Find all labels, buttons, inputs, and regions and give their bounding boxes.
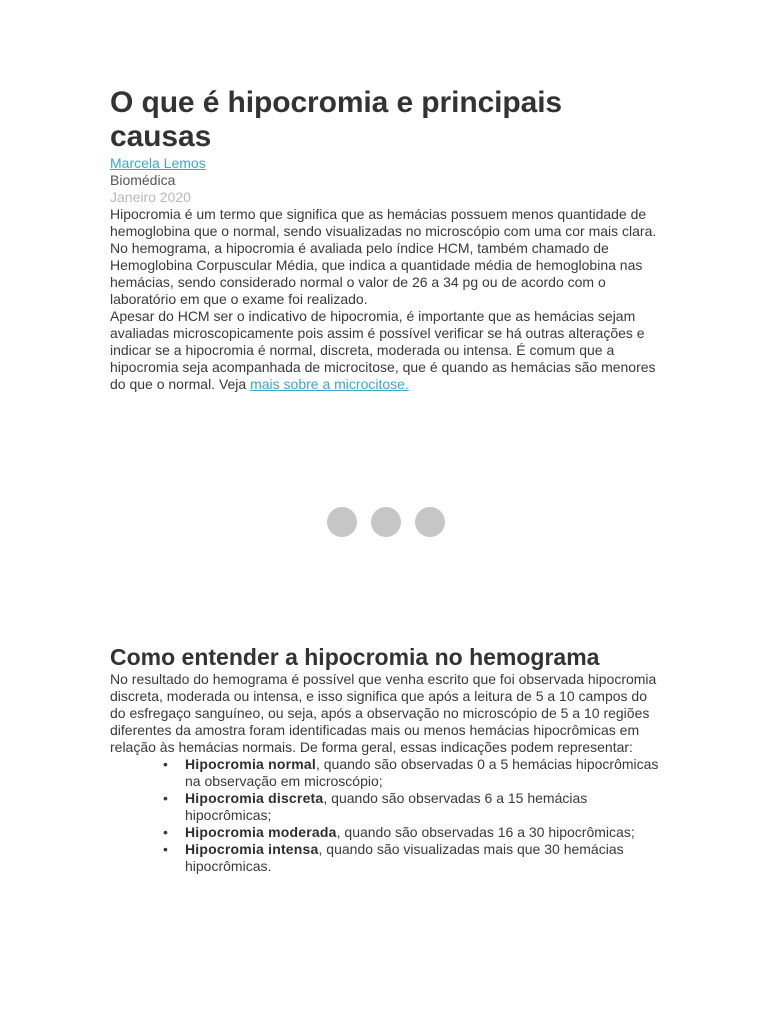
bullet-icon: • <box>163 841 168 857</box>
list-item-text: , quando são observadas 16 a 30 hipocrômicas; <box>336 824 635 840</box>
publish-date: Janeiro 2020 <box>110 189 191 205</box>
second-paragraph <box>110 308 660 393</box>
loading-dot <box>327 507 357 537</box>
list-item-text: , quando são visualizadas mais que 30 hemácias hipocrômicas. <box>185 841 624 874</box>
list-item-term: Hipocromia discreta <box>185 790 324 806</box>
author-link[interactable]: Marcela Lemos <box>110 155 206 171</box>
article-meta <box>110 155 660 206</box>
intro-paragraph: Hipocromia é um termo que significa que as hemácias possuem menos quantidade de hemoglobina que o normal, sendo visualizadas no microscópio com uma cor mais clara. No hemograma, a hipocromia é avaliada pelo índice HCM, também chamado de Hemoglobina Corpuscular Média, que indica a quantidade média de hemoglobina nas hemácias, sendo considerado normal o valor de 26 a 34 pg ou de acordo com o laboratório em que o exame foi realizado. <box>110 206 657 307</box>
article-header <box>110 86 660 393</box>
author-role: Biomédica <box>110 172 176 188</box>
list-item-text: , quando são observadas 0 a 5 hemácias hipocrômicas na observação em microscópio; <box>185 756 659 789</box>
list-item <box>163 790 660 824</box>
list-item-term: Hipocromia intensa <box>185 841 319 857</box>
section-paragraph: No resultado do hemograma é possível que venha escrito que foi observada hipocromia discreta, moderada ou intensa, e isso significa que após a leitura de 5 a 10 campos do do esfregaço sanguíneo, ou seja, após a observação no microscópio de 5 a 10 regiões diferentes da amostra foram identificadas mais ou menos hemácias hipocrômicas em relação às hemácias normais. De forma geral, essas indicações podem representar: <box>110 671 657 755</box>
loading-dot <box>415 507 445 537</box>
list-item-term: Hipocromia moderada <box>185 824 337 840</box>
list-item-text: , quando são observadas 6 a 15 hemácias hipocrômicas; <box>185 790 588 823</box>
list-item <box>163 824 660 841</box>
second-paragraph-text: Apesar do HCM ser o indicativo de hipocromia, é importante que as hemácias sejam avaliadas microscopicamente pois assim é possível verificar se há outras alterações e indicar se a hipocromia é normal, discreta, moderada ou intensa. É comum que a hipocromia seja acompanhada de microcitose, que é quando as hemácias são menores do que o normal. Veja <box>110 308 656 392</box>
list-item <box>163 841 660 875</box>
bullet-icon: • <box>163 824 168 840</box>
hipocromia-levels-list <box>110 756 660 875</box>
list-item-term: Hipocromia normal <box>185 756 316 772</box>
list-item <box>163 756 660 790</box>
hemograma-section <box>110 644 660 875</box>
section-heading: Como entender a hipocromia no hemograma <box>110 644 600 670</box>
article-title: O que é hipocromia e principais causas <box>110 86 563 153</box>
bullet-icon: • <box>163 756 168 772</box>
loading-indicator <box>327 507 445 537</box>
bullet-icon: • <box>163 790 168 806</box>
microcitose-link[interactable]: mais sobre a microcitose. <box>250 376 409 392</box>
loading-dot <box>371 507 401 537</box>
